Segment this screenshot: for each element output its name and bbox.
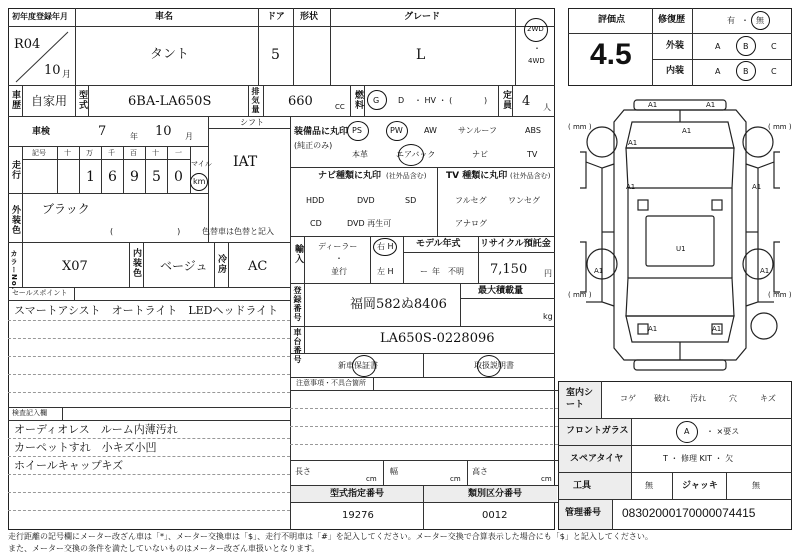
fuel-label: 燃料 [353, 90, 363, 110]
mm-bracket: ( mm ) [568, 123, 592, 131]
windshield-a: A [684, 427, 690, 436]
damage-mark: U1 [676, 245, 686, 253]
mile-label: マイル [191, 160, 212, 168]
steering-right: 右 H [377, 242, 394, 251]
damage-mark: A1 [648, 325, 658, 333]
recycle-label: リサイクル預託金 [480, 239, 551, 249]
class-no-value: 0012 [482, 510, 508, 521]
displacement-value: 660 [288, 94, 313, 109]
shift-label: シフト [240, 118, 264, 127]
model-value: 6BA-LA650S [128, 94, 212, 109]
damage-mark: A1 [648, 101, 658, 109]
car-damage-diagram [562, 92, 798, 378]
inner-color-value: ベージュ [160, 259, 208, 273]
inspection-year-unit: 年 [130, 132, 138, 141]
mileage-label: 走行 [10, 160, 20, 180]
ac-label: 冷房 [216, 254, 226, 274]
damage-mark: A1 [626, 183, 636, 191]
equip-aw: AW [424, 126, 437, 135]
navi-hdd: HDD [306, 196, 325, 205]
grade-value: L [416, 47, 426, 63]
interior-seat-label: 室内シート [566, 388, 594, 410]
mileage-digit: 6 [108, 169, 117, 185]
notes-title: 注意事項・不具合箇所 [296, 379, 366, 387]
jack-label: ジャッキ [682, 481, 718, 491]
fuel-hv: ・ HV ・ ( [414, 96, 453, 105]
drive-dot: ・ [533, 44, 541, 53]
equip-ps: PS [352, 126, 362, 135]
warranty-label: 新車保証書 [338, 361, 378, 370]
digit-head-1: 十 [64, 149, 71, 157]
windshield-x: ・ ×要ス [706, 427, 740, 436]
navi-dvd-play: DVD 再生可 [347, 219, 392, 228]
chassis-label: 車台番号 [293, 328, 302, 364]
damage-mark: A1 [594, 267, 604, 275]
tv-fullseg: フルセグ [455, 196, 487, 205]
interior-a: A [715, 67, 721, 76]
inner-color-label: 内装色 [131, 248, 141, 278]
repair-ari: 有 [727, 16, 735, 25]
seat-opt-kizu: キズ [760, 394, 776, 403]
capacity-label: 定員 [501, 90, 511, 110]
outer-color-value: ブラック [42, 202, 90, 216]
fuel-g: G [373, 96, 380, 105]
cc-unit: CC [335, 103, 345, 111]
first-reg-month: 10 [44, 63, 61, 78]
damage-mark: A1 [752, 183, 762, 191]
sales-points-value: スマートアシスト オートライト LEDヘッドライト [14, 304, 279, 317]
persons-unit: 人 [543, 103, 551, 112]
interior-label: 内装 [666, 66, 685, 76]
seat-opt-koge: コゲ [620, 394, 636, 403]
repair-dot: ・ [741, 16, 749, 25]
equipment-label: 装備品に丸印 [294, 127, 349, 137]
navi-cd: CD [310, 219, 322, 228]
damage-mark: A1 [628, 139, 638, 147]
door-value: 5 [271, 47, 280, 63]
shift-value: IAT [233, 154, 258, 170]
kg-unit: kg [543, 312, 553, 321]
recycle-value: 7,150 [490, 262, 528, 277]
jack-value: 無 [752, 481, 760, 490]
score-label: 評価点 [598, 15, 626, 25]
color-note: 色替車は色替と記入 [202, 227, 274, 236]
month-unit: 月 [62, 70, 72, 80]
inspector-note-line: オーディオレス ルーム内薄汚れ [14, 423, 178, 436]
equipment-sub: (純正のみ) [294, 141, 333, 150]
capacity-value: 4 [522, 94, 531, 109]
import-label: 輸入 [293, 244, 303, 264]
mm-bracket: ( mm ) [568, 291, 592, 299]
exterior-b: B [743, 42, 749, 51]
displacement-label: 排気量 [251, 87, 260, 114]
grade-label: グレード [404, 12, 441, 22]
damage-mark: A1 [682, 127, 692, 135]
door-label: ドア [267, 12, 285, 22]
yen-unit: 円 [544, 269, 552, 278]
color-no-value: X07 [62, 259, 88, 274]
length-label: 長さ [295, 467, 311, 476]
car-name-value: タント [150, 47, 190, 62]
spare-tire-label: スペアタイヤ [570, 454, 624, 464]
length-unit: cm [366, 475, 377, 483]
equip-abs: ABS [525, 126, 541, 135]
max-load-label: 最大積載量 [478, 286, 524, 296]
digit-head-6: 一 [175, 149, 182, 157]
mileage-digit: 0 [174, 169, 183, 185]
outer-color-label: 外装色 [10, 205, 20, 235]
footer-note-1: 走行距離の記号欄にメーター改ざん車は「*」、メーター交換車は「$」、走行不明車は「#」を記入してください。メーター交換で合算表示した場合にも「$」と記入してください。 [8, 532, 653, 541]
color-no-label: カラーNo. [10, 250, 18, 291]
tv-analog: アナログ [455, 219, 487, 228]
reg-no-label: 登録番号 [293, 286, 302, 322]
equip-leather: 本革 [352, 150, 368, 159]
model-year-dash: ー [420, 267, 428, 276]
fuel-d: D [398, 96, 405, 105]
inspection-year: 7 [98, 124, 107, 139]
digit-head-5: 十 [152, 149, 159, 157]
spare-opts: T ・ 修理 KIT ・ 欠 [663, 454, 734, 463]
reg-no-value: 福岡582ぬ8406 [350, 297, 447, 312]
tv-oneseg: ワンセグ [508, 196, 540, 205]
exterior-c: C [771, 42, 777, 51]
tools-value: 無 [645, 481, 653, 490]
drive-2wd: 2WD [527, 25, 544, 33]
first-reg-year: R04 [14, 37, 41, 52]
seat-opt-yabure: 破れ [654, 394, 670, 403]
windshield-label: フロントガラス [566, 426, 629, 436]
drive-4wd: 4WD [528, 57, 545, 65]
mileage-digit: 5 [152, 169, 161, 185]
manual-label: 取扱説明書 [474, 361, 514, 370]
shape-label: 形状 [300, 12, 319, 22]
type-designation-label: 型式指定番号 [330, 489, 385, 499]
equip-tv: TV [527, 150, 538, 159]
interior-b: B [743, 67, 749, 76]
model-label: 型式 [77, 90, 87, 110]
inspector-note-line: カーペットすれ 小キズ小凹 [14, 441, 157, 454]
sales-points-label: セールスポイント [12, 289, 68, 297]
damage-mark: A1 [760, 267, 770, 275]
mgmt-no-value: 08302000170000074415 [622, 506, 756, 520]
chassis-value: LA650S-0228096 [380, 331, 495, 346]
equip-airbag: エアバック [396, 150, 436, 159]
digit-head-3: 千 [108, 149, 115, 157]
digit-head-0: 記号 [32, 149, 46, 157]
navi-sd: SD [405, 196, 417, 205]
tools-label: 工具 [573, 481, 592, 491]
interior-c: C [771, 67, 777, 76]
inspection-label: 車検 [32, 127, 51, 137]
seat-opt-ana: 穴 [729, 394, 737, 403]
km-unit: km [193, 177, 206, 186]
inspection-month-unit: 月 [185, 132, 193, 141]
steering-left: 左 H [377, 267, 394, 276]
import-dot: ・ [335, 254, 343, 263]
equip-sunroof: サンルーフ [458, 126, 497, 135]
mm-bracket: ( mm ) [768, 291, 792, 299]
height-label: 高さ [472, 467, 488, 476]
usage-value: 自家用 [31, 94, 68, 108]
model-year-unknown: 年 不明 [432, 267, 464, 276]
tv-type-label: TV 種類に丸印 [446, 171, 508, 181]
ac-value: AC [248, 259, 268, 274]
equip-navi: ナビ [472, 150, 488, 159]
type-designation-value: 19276 [342, 510, 374, 521]
score-value: 4.5 [590, 38, 632, 71]
navi-type-label: ナビ種類に丸印 [318, 171, 382, 181]
fuel-close: ) [484, 96, 488, 105]
exterior-label: 外装 [666, 41, 685, 51]
first-reg-label: 初年度登録年月 [12, 12, 68, 21]
mgmt-no-label: 管理番号 [565, 508, 602, 518]
equip-pw: PW [390, 126, 403, 135]
width-label: 幅 [390, 467, 398, 476]
navi-dvd: DVD [357, 196, 375, 205]
footer-note-2: また、メーター交換の条件を満たしていないものはメーター改ざん車扱いとなります。 [8, 544, 320, 553]
inspector-notes-label: 検査記入欄 [12, 409, 47, 417]
inspection-month: 10 [155, 124, 172, 139]
exterior-a: A [715, 42, 721, 51]
digit-head-4: 百 [130, 149, 137, 157]
width-unit: cm [450, 475, 461, 483]
repair-label: 修復歴 [658, 15, 686, 25]
usage-label: 車歴 [10, 90, 20, 110]
class-no-label: 類別区分番号 [468, 489, 523, 499]
navi-type-sub: (社外品含む) [386, 172, 427, 180]
inspector-note-line: ホイールキャップキズ [14, 459, 124, 472]
car-name-label: 車名 [155, 12, 174, 22]
damage-mark: A1 [712, 325, 722, 333]
color-paren: ( ) [110, 227, 181, 236]
import-parallel: 並行 [331, 267, 347, 276]
damage-mark: A1 [706, 101, 716, 109]
height-unit: cm [541, 475, 552, 483]
import-dealer: ディーラー [318, 242, 358, 251]
model-year-label: モデル年式 [416, 239, 461, 249]
digit-head-2: 万 [86, 149, 93, 157]
seat-opt-yogore: 汚れ [690, 394, 706, 403]
mileage-digit: 9 [130, 169, 139, 185]
repair-nashi: 無 [756, 16, 764, 25]
mm-bracket: ( mm ) [768, 123, 792, 131]
tv-type-sub: (社外品含む) [510, 172, 551, 180]
mileage-digit: 1 [86, 169, 95, 185]
